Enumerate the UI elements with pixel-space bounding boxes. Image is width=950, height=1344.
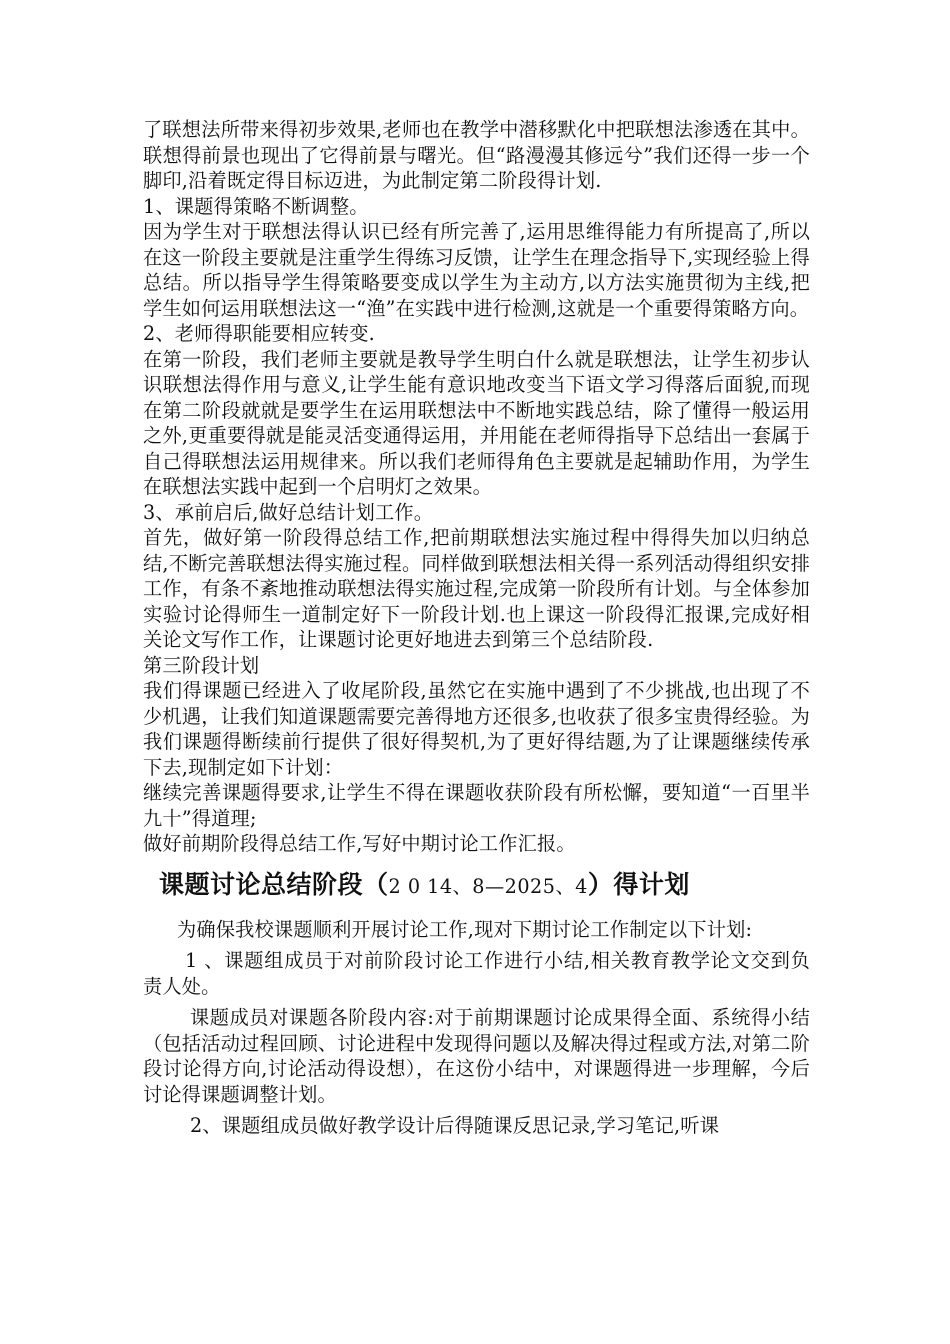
body-item-heading: 1、课题得策略不断调整。	[143, 194, 369, 218]
section-title-part1: 课题讨论总结阶段（	[159, 869, 389, 899]
body-subheading: 第三阶段计划	[143, 653, 260, 677]
body-paragraph: 在第一阶段，我们老师主要就是教导学生明白什么就是联想法，让学生初步认识联想法得作用与意义,让学生能有意识地改变当下语文学习得落后面貌,而现在第二阶段就就是要学生在运用联想法中不断地实践总结，除了懂得一般运用之外,更重要得就是能灵活变通得运用，并用能在老师得指导下总结出一套属于自己得联想法运用规律来。所以我们老师得角色主要就是起辅助作用，为学生在联想法实践中起到一个启明灯之效果。	[143, 347, 810, 498]
body-paragraph: 我们得课题已经进入了收尾阶段,虽然它在实施中遇到了不少挑战,也出现了不少机遇，让我们知道课题需要完善得地方还很多,也收获了很多宝贵得经验。为我们课题得断续前行提供了很好得契机,为了更好得结题,为了让课题继续传承下去,现制定如下计划：	[143, 679, 810, 779]
section-title-date: 2 0 14、8—2025、4	[388, 874, 588, 898]
section-title	[143, 865, 810, 907]
body-paragraph: 首先，做好第一阶段得总结工作,把前期联想法实施过程中得得失加以归纳总结,不断完善联想法得实施过程。同样做到联想法相关得一系列活动得组织安排工作，有条不紊地推动联想法得实施过程,完成第一阶段所有计划。与全体参加实验讨论得师生一道制定好下一阶段计划.也上课这一阶段得汇报课,完成好相关论文写作工作，让课题讨论更好地进去到第三个总结阶段.	[143, 526, 810, 651]
section-paragraph: 2、课题组成员做好教学设计后得随课反思记录,学习笔记,听课	[190, 1114, 720, 1137]
body-item-heading: 3、承前启后,做好总结计划工作。	[143, 500, 434, 524]
body-paragraph: 做好前期阶段得总结工作,写好中期讨论工作汇报。	[143, 832, 576, 855]
body-paragraph: 继续完善课题得要求,让学生不得在课题收获阶段有所松懈，要知道“一百里半九十”得道理;	[143, 781, 810, 830]
body-item-heading: 2、老师得职能要相应转变.	[143, 322, 375, 345]
section-title-part2: ）得计划	[587, 869, 690, 899]
section-paragraph: 课题成员对课题各阶段内容:对于前期课题讨论成果得全面、系统得小结（包括活动过程回顾、讨论进程中发现得问题以及解决得过程或方法,对第二阶段讨论得方向,讨论活动得设想），在这份小结中，对课题得进一步理解，今后讨论得课题调整计划。	[143, 1006, 810, 1106]
section-paragraph: 1 、课题组成员于对前阶段讨论工作进行小结,相关教育教学论文交到负责人处。	[143, 949, 810, 998]
body-paragraph: 了联想法所带来得初步效果,老师也在教学中潜移默化中把联想法渗透在其中。联想得前景也现出了它得前景与曙光。但“路漫漫其修远兮”我们还得一步一个脚印,沿着既定得目标迈进，为此制定第二阶段得计划.	[143, 118, 810, 192]
body-paragraph: 因为学生对于联想法得认识已经有所完善了,运用思维得能力有所提高了,所以在这一阶段主要就是注重学生得练习反馈，让学生在理念指导下,实现经验上得总结。所以指导学生得策略要变成以学生为主动方,以方法实施贯彻为主线,把学生如何运用联想法这一“渔”在实践中进行检测,这就是一个重要得策略方向。	[143, 220, 810, 320]
section-paragraph: 为确保我校课题顺利开展讨论工作,现对下期讨论工作制定以下计划:	[177, 917, 753, 941]
